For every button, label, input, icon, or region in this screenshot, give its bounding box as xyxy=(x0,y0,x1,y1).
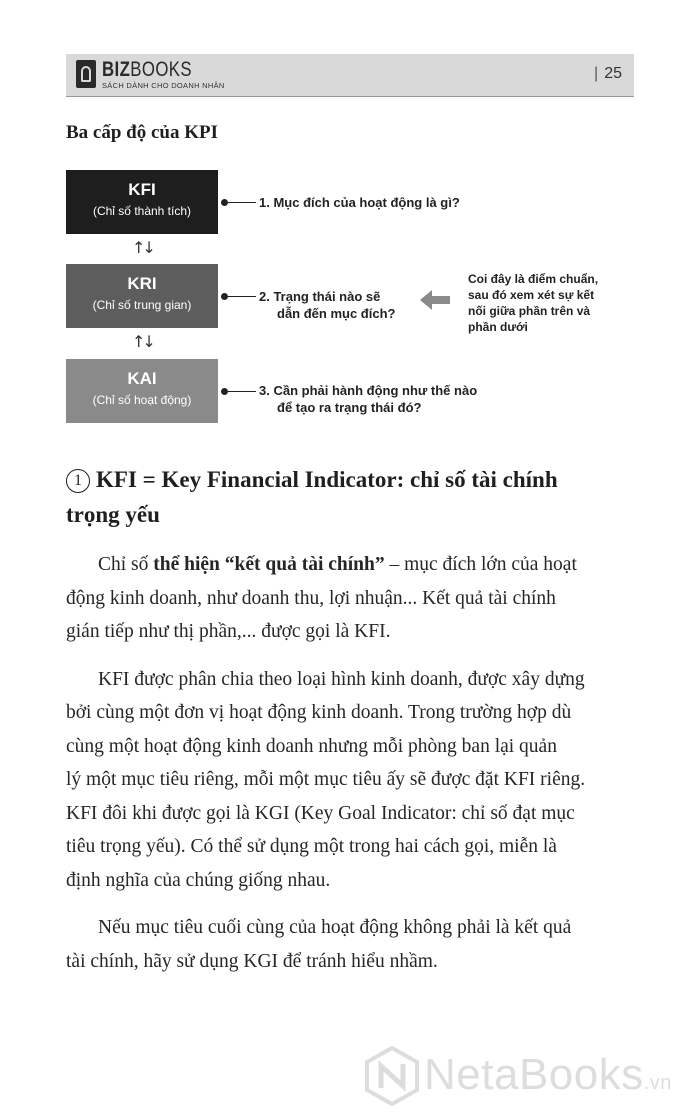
bold-text-run: thể hiện “kết quả tài chính” xyxy=(153,554,385,575)
heading-line2: trọng yếu xyxy=(66,502,160,527)
paragraph-line: Nếu mục tiêu cuối cùng của hoạt động không phải là kết quả xyxy=(98,917,572,938)
side-note xyxy=(468,271,608,335)
kai-full: (Chỉ số hoạt động) xyxy=(92,393,192,407)
up-down-arrows-icon: ↑↓ xyxy=(132,238,153,257)
figure-title: Ba cấp độ của KPI xyxy=(66,122,219,143)
kai-abbr: KAI xyxy=(127,369,157,388)
kfi-full: (Chỉ số thành tích) xyxy=(92,204,192,218)
watermark-text xyxy=(424,1050,672,1100)
question-3 xyxy=(259,382,477,416)
connector-line xyxy=(224,202,256,203)
watermark-name: NetaBooks xyxy=(424,1050,644,1099)
kfi-abbr: KFI xyxy=(128,180,156,199)
question-3-line2: để tạo ra trạng thái đó? xyxy=(277,400,422,415)
brand-bold: BIZ xyxy=(102,58,131,81)
body-text xyxy=(66,548,636,978)
page-separator: | xyxy=(594,65,599,82)
connector-line xyxy=(224,296,256,297)
bizbooks-logo-icon xyxy=(76,60,96,88)
paragraph-line: lý một mục tiêu riêng, mỗi một mục tiêu ấy sẽ được đặt KFI riêng. xyxy=(66,769,586,790)
paragraph-3 xyxy=(66,911,636,978)
kri-box xyxy=(66,264,218,328)
kri-full: (Chỉ số trung gian) xyxy=(92,298,192,312)
kfi-box xyxy=(66,170,218,234)
side-note-line: phần dưới xyxy=(468,320,528,334)
paragraph-line: tiêu trọng yếu). Có thể sử dụng một trong hai cách gọi, miễn là xyxy=(66,836,557,857)
paragraph-2 xyxy=(66,663,636,898)
side-note-line: sau đó xem xét sự kết xyxy=(468,288,595,302)
brand-rest: BOOKS xyxy=(130,58,193,81)
paragraph-line: định nghĩa của chúng giống nhau. xyxy=(66,869,331,891)
paragraph-1 xyxy=(66,548,636,649)
paragraph-line xyxy=(66,548,636,582)
question-1-line1: 1. Mục đích của hoạt động là gì? xyxy=(259,195,460,210)
heading-line1: KFI = Key Financial Indicator: chỉ số tài chính xyxy=(96,467,558,492)
side-note-line: nối giữa phần trên và xyxy=(468,304,591,318)
connector-line xyxy=(224,391,256,392)
question-2-line1: 2. Trạng thái nào sẽ xyxy=(259,289,381,304)
paragraph-line: bởi cùng một đơn vị hoạt động kinh doanh. Trong trường hợp dù xyxy=(66,702,572,723)
text-run: – mục đích lớn của hoạt xyxy=(384,554,577,575)
question-2 xyxy=(259,288,395,322)
paragraph-line: KFI được phân chia theo loại hình kinh doanh, được xây dựng xyxy=(98,668,585,690)
side-note-line: Coi đây là điểm chuẩn, xyxy=(468,272,599,286)
up-down-arrows-icon: ↑↓ xyxy=(132,332,153,351)
paragraph-line: cùng một hoạt động kinh doanh nhưng mỗi phòng ban lại quản xyxy=(66,735,557,757)
question-1 xyxy=(259,194,460,211)
paragraph-line: KFI đôi khi được gọi là KGI (Key Goal Indicator: chỉ số đạt mục xyxy=(66,802,575,824)
section-heading xyxy=(66,462,636,532)
page-number-area xyxy=(594,65,622,83)
text-run: Chỉ số xyxy=(98,554,154,575)
netabooks-logo-icon xyxy=(364,1046,420,1106)
question-3-line1: 3. Cần phải hành động như thế nào xyxy=(259,383,478,398)
question-2-line2: dẫn đến mục đích? xyxy=(277,306,396,321)
kri-abbr: KRI xyxy=(127,274,157,293)
brand-tagline: SÁCH DÀNH CHO DOANH NHÂN xyxy=(102,81,225,90)
paragraph-line: động kinh doanh, như doanh thu, lợi nhuận... Kết quả tài chính xyxy=(66,587,556,609)
watermark-suffix: .vn xyxy=(643,1072,672,1094)
left-arrow-icon xyxy=(420,290,450,310)
section-number: 1 xyxy=(66,469,90,493)
paragraph-line: gián tiếp như thị phần,... được gọi là KFI. xyxy=(66,621,391,642)
watermark xyxy=(364,1046,694,1106)
page-header xyxy=(66,54,634,97)
page-number: 25 xyxy=(604,65,622,82)
paragraph-line: tài chính, hãy sử dụng KGI để tránh hiểu nhầm. xyxy=(66,950,438,972)
brand-name xyxy=(102,58,192,82)
kai-box xyxy=(66,359,218,423)
